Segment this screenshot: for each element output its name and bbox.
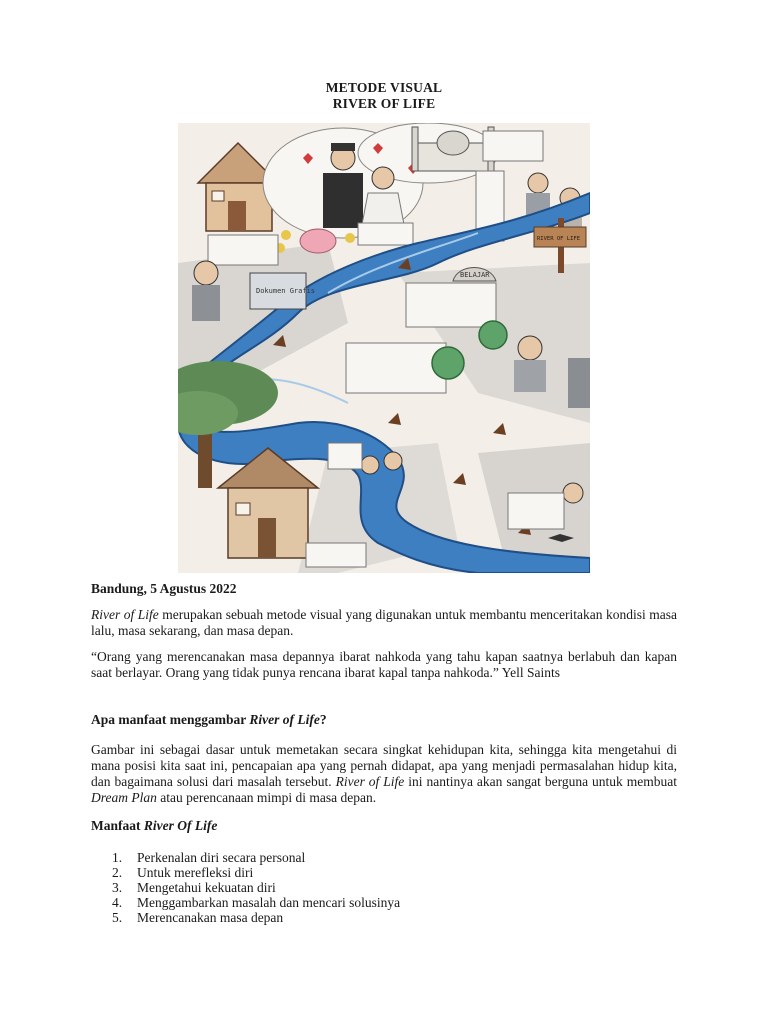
list-item-text: Untuk merefleksi diri (137, 865, 254, 880)
explanation-part-1: Gambar ini sebagai dasar untuk memetakan secara singkat kehidupan kita, sehingga kita mengetahui di mana posisi kita saat ini, pencapaian apa yang pernah didapat, apa yang menjadi permasalahan hidup kita, dan bagaimana solusi dari masalah tersebut. (91, 742, 677, 789)
list-item (91, 880, 400, 895)
question-heading (91, 712, 677, 728)
list-item (91, 910, 400, 925)
belajar-label: BELAJAR (460, 271, 490, 279)
list-item-text: Merencanakan masa depan (137, 910, 284, 925)
question-suffix: ? (319, 712, 327, 727)
explanation-term-1: River of Life (335, 774, 405, 789)
intro-term: River of Life (91, 607, 159, 622)
intro-paragraph (91, 607, 677, 639)
explanation-term-2: Dream Plan (91, 790, 157, 805)
quote-paragraph: “Orang yang merencanakan masa depannya ibarat nahkoda yang tahu kapan saatnya berlabuh dan kapan saat berlayar. Orang yang tidak punya rencana ibarat kapal tanpa nahkoda.” Yell Saints (91, 649, 677, 680)
document-date: Bandung, 5 Agustus 2022 (91, 581, 237, 596)
question-prefix: Apa manfaat menggambar (91, 712, 250, 727)
explanation-paragraph (91, 742, 677, 806)
list-item-text: Mengetahui kekuatan diri (137, 880, 276, 895)
benefits-list (91, 850, 400, 925)
list-item-number: 1. (112, 850, 123, 865)
benefits-heading-prefix: Manfaat (91, 818, 144, 833)
explanation-part-3: atau perencanaan mimpi di masa depan. (156, 790, 377, 805)
list-item (91, 865, 400, 880)
river-of-life-sign-label: RIVER OF LIFE (537, 236, 581, 242)
intro-text: merupakan sebuah metode visual yang digunakan untuk membantu menceritakan kondisi masa lalu, masa sekarang, dan masa depan. (91, 607, 677, 638)
list-item-text: Perkenalan diri secara personal (137, 850, 306, 865)
list-item-number: 5. (112, 910, 123, 925)
benefits-heading (91, 818, 677, 834)
document-title-line-1: METODE VISUAL (325, 80, 443, 95)
document-title-line-2: RIVER OF LIFE (332, 96, 436, 111)
explanation-part-2: ini nantinya akan sangat berguna untuk membuat (404, 774, 677, 789)
dokumen-label: Dokumen Grafis (256, 287, 316, 295)
list-item (91, 850, 400, 865)
river-of-life-illustration (178, 123, 590, 573)
list-item-number: 3. (112, 880, 123, 895)
benefits-heading-term: River Of Life (143, 818, 218, 833)
list-item (91, 895, 400, 910)
list-item-text: Menggambarkan masalah dan mencari solusinya (137, 895, 401, 910)
list-item-number: 2. (112, 865, 123, 880)
list-item-number: 4. (112, 895, 123, 910)
question-term: River of Life (249, 712, 320, 727)
